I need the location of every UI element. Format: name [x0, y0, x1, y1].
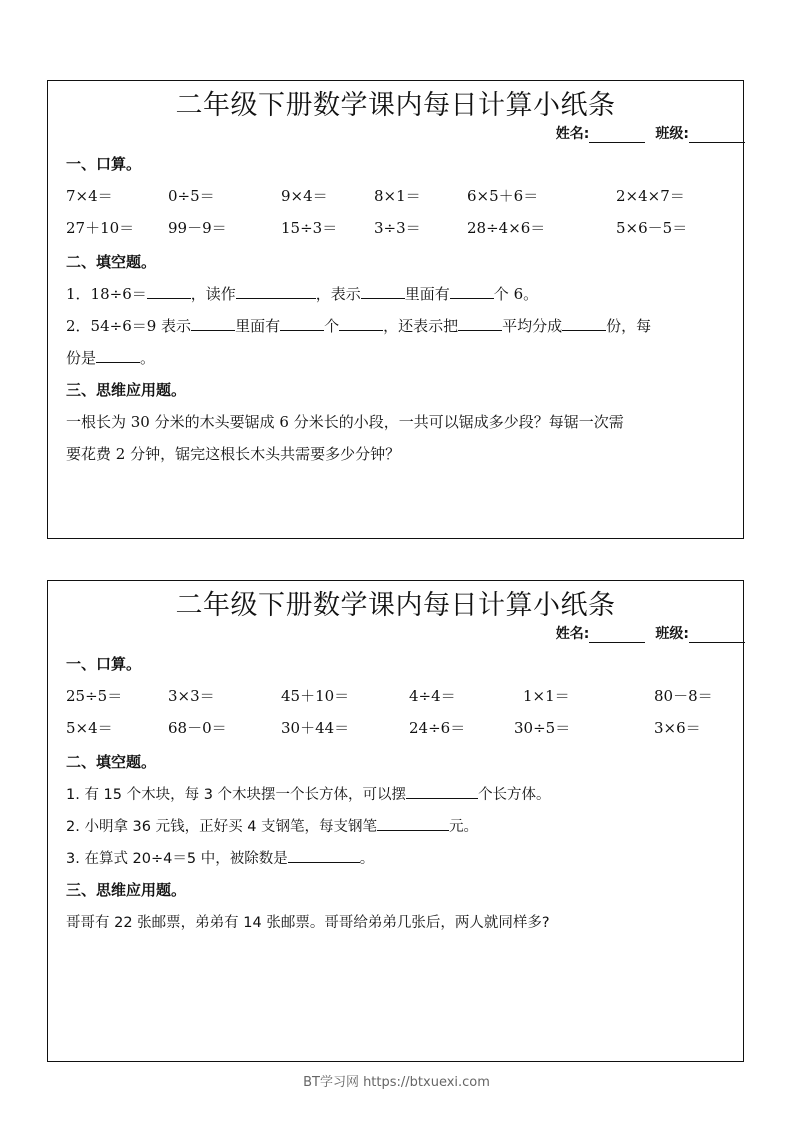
worksheet-title: 二年级下册数学课内每日计算小纸条: [175, 90, 616, 121]
answer-blank[interactable]: [450, 284, 494, 299]
name-class-row: [556, 623, 745, 643]
word-problem-line: 一根长为 30 分米的木头要锯成 6 分米长的小段，一共可以锯成多少段？每锯一次需: [66, 413, 624, 431]
problem: 5×4＝: [66, 719, 113, 737]
worksheet-1: [47, 80, 744, 539]
problem: 30÷5＝: [514, 719, 571, 737]
fill-blank-question-2-cont: 份是 。: [66, 349, 156, 367]
problem: 0÷5＝: [168, 187, 215, 205]
fill-blank-question-1: 1．18÷6＝ ，读作 ，表示 里面有 个 6。: [66, 285, 539, 303]
section-heading-mental-math: 一、口算。: [66, 655, 142, 673]
answer-blank[interactable]: [236, 284, 316, 299]
fill-blank-question-3: 3. 在算式 20÷4＝5 中，被除数是 。: [66, 847, 739, 868]
fill-blank-question-1: 1. 有 15 个木块，每 3 个木块摆一个长方体，可以摆 个长方体。: [66, 783, 739, 804]
section-heading-fill-blank: 二、填空题。: [66, 753, 157, 771]
section-heading-fill-blank: 二、填空题。: [66, 253, 157, 271]
problem: 9×4＝: [281, 187, 328, 205]
problem: 3÷3＝: [374, 219, 421, 237]
problem: 28÷4×6＝: [467, 219, 546, 237]
problem: 27＋10＝: [66, 219, 135, 237]
problem: 25÷5＝: [66, 687, 123, 705]
mental-math-row: [66, 685, 743, 705]
worksheet-title: 二年级下册数学课内每日计算小纸条: [175, 590, 616, 621]
problem: 8×1＝: [374, 187, 421, 205]
mental-math-row: [66, 185, 743, 205]
problem: 68－0＝: [168, 719, 227, 737]
word-problem-line: 要花费 2 分钟，锯完这根长木头共需要多少分钟？: [66, 445, 401, 463]
answer-blank[interactable]: [191, 316, 235, 331]
answer-blank[interactable]: [377, 816, 449, 831]
section-heading-word-problem: 三、思维应用题。: [66, 381, 187, 399]
class-blank[interactable]: [689, 128, 745, 143]
section-heading-word-problem: 三、思维应用题。: [66, 881, 187, 899]
name-label: 姓名:: [555, 626, 590, 642]
name-blank[interactable]: [589, 128, 645, 143]
answer-blank[interactable]: [406, 784, 478, 799]
mental-math-row: [66, 217, 743, 237]
problem: 15÷3＝: [281, 219, 338, 237]
answer-blank[interactable]: [562, 316, 606, 331]
section-heading-mental-math: 一、口算。: [66, 155, 142, 173]
problem: 6×5＋6＝: [467, 187, 539, 205]
problem: 7×4＝: [66, 187, 113, 205]
problem: 45＋10＝: [281, 687, 350, 705]
word-problem-line: 哥哥有 22 张邮票，弟弟有 14 张邮票。哥哥给弟弟几张后，两人就同样多?: [66, 915, 550, 931]
answer-blank[interactable]: [96, 348, 140, 363]
answer-blank[interactable]: [288, 848, 360, 863]
class-blank[interactable]: [689, 628, 745, 643]
mental-math-row: [66, 717, 743, 737]
problem: 80－8＝: [654, 687, 713, 705]
name-blank[interactable]: [589, 628, 645, 643]
problem: 99－9＝: [168, 219, 227, 237]
problem: 2×4×7＝: [616, 187, 685, 205]
problem: 4÷4＝: [409, 687, 456, 705]
class-label: 班级:: [655, 626, 689, 642]
footer-watermark: BT学习网 https://btxuexi.com: [303, 1075, 490, 1090]
name-label: 姓名:: [555, 126, 590, 142]
problem: 1×1＝: [523, 687, 570, 705]
worksheet-2: [47, 580, 744, 1062]
name-class-row: [556, 123, 745, 143]
problem: 5×6－5＝: [616, 219, 688, 237]
fill-blank-question-2: 2．54÷6＝9 表示 里面有 个 ，还表示把 平均分成 份，每: [66, 317, 652, 335]
problem: 3×3＝: [168, 687, 215, 705]
problem: 24÷6＝: [409, 719, 466, 737]
answer-blank[interactable]: [458, 316, 502, 331]
problem: 3×6＝: [654, 719, 701, 737]
answer-blank[interactable]: [147, 284, 191, 299]
class-label: 班级:: [655, 126, 689, 142]
answer-blank[interactable]: [361, 284, 405, 299]
fill-blank-question-2: 2. 小明拿 36 元钱，正好买 4 支钢笔，每支钢笔 元。: [66, 815, 739, 836]
answer-blank[interactable]: [280, 316, 324, 331]
answer-blank[interactable]: [339, 316, 383, 331]
problem: 30＋44＝: [281, 719, 350, 737]
